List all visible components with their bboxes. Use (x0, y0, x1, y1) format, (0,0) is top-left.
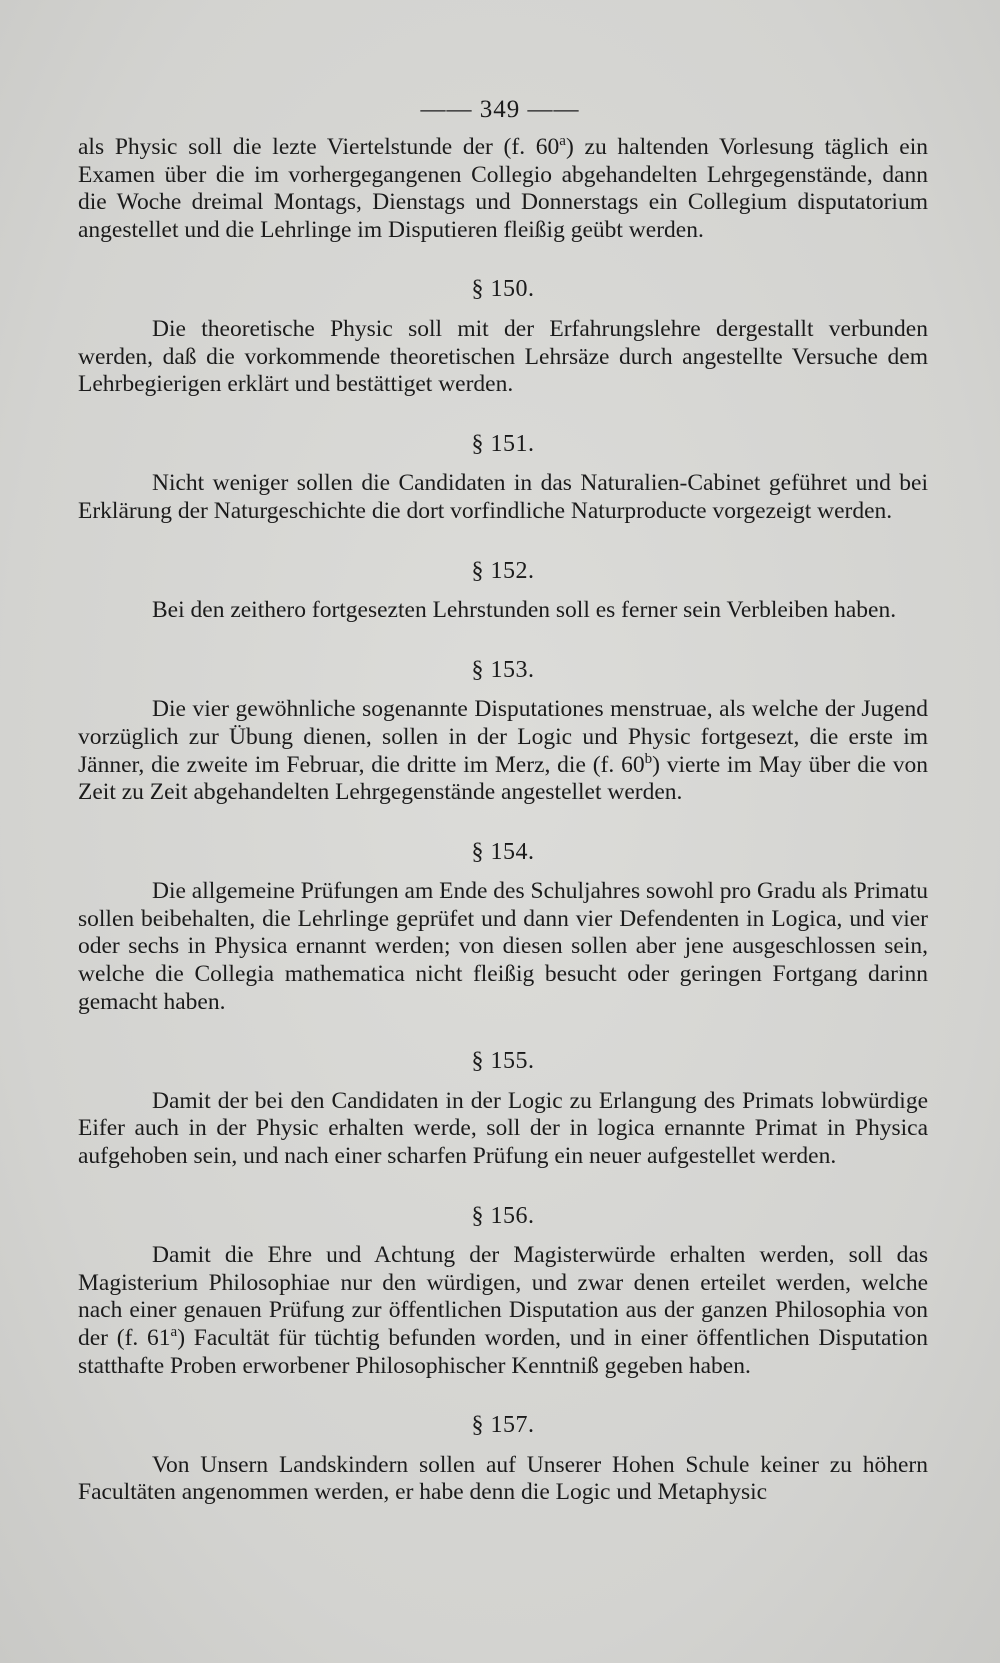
paragraph-152: Bei den zeithero fortgesezten Lehrstunden soll es ferner sein Verbleiben haben. (152, 597, 897, 624)
text-run: Damit die Ehre und Achtung der Magisterwürde erhalten werden, soll das Magisterium Philosophiae nur den würdigen, und zwar denen erteilet werden, welche nach einer genauen Prüfung zur öffentlichen Disputation aus der ganzen Philosophia von der (f. 61 (78, 1242, 928, 1351)
paragraph-154: Die allgemeine Prüfungen am Ende des Schuljahres sowohl pro Gradu als Primatu sollen beibehalten, die Lehrlinge geprüfet und dann vier Defendenten in Logica, und vier oder sechs in Physica ernannt werden; von diesen sollen aber jene ausgeschlossen sein, welche die Collegia mathematica nicht fleißig besucht oder geringen Fortgang darinn gemacht haben. (78, 878, 928, 1015)
folio-marker: a (559, 133, 566, 150)
paragraph-150: Die theoretische Physic soll mit der Erfahrungslehre dergestallt verbunden werden, daß die vorkommende theoretischen Lehrsäze durch angestellte Versuche dem Lehrbegierigen erklärt und bestättiget werden. (78, 315, 928, 398)
document-body (78, 134, 928, 1507)
text-run: Die vier gewöhnliche sogenannte Disputationes menstruae, als welche der Jugend vorzüglich zur Übung dienen, sollen in der Logic und Physic fortgesezt, die erste im Jänner, die zweite im Februar, die dritte im Merz, die (f. 60 (78, 696, 928, 778)
paragraph-157: Von Unsern Landskindern sollen auf Unserer Hohen Schule keiner zu höhern Facultäten angenommen werden, er habe denn die Logic und Metaphysic (78, 1451, 928, 1506)
paragraph-continuation (78, 134, 928, 244)
section-heading-157: § 157. (471, 1412, 535, 1439)
text-run: ) zu haltenden Vorlesung täglich ein Examen über die im vorhergegangenen Collegio abgehandelten Lehrgegenstände, dann die Woche dreimal Montags, Dienstags und Donnerstags ein Collegium disputatorium angestellet und die Lehrlinge im Disputieren fleißig geübt werden. (78, 134, 928, 243)
page-number-header: —— 349 —— (420, 96, 580, 123)
text-run: ) Facultät für tüchtig befunden worden, und in einer öffentlichen Disputation statthafte Proben erworbener Philosophischer Kenntniß gegeben haben. (78, 1325, 928, 1379)
paragraph-151: Nicht weniger sollen die Candidaten in das Naturalien-Cabinet geführet und bei Erklärung der Naturgeschichte die dort vorfindliche Naturproducte vorgezeigt werden. (78, 470, 928, 524)
paragraph-156 (78, 1242, 928, 1380)
section-heading-151: § 151. (471, 430, 535, 457)
folio-marker: b (644, 750, 653, 767)
section-heading-150: § 150. (471, 276, 535, 303)
folio-marker: a (170, 1324, 178, 1341)
section-heading-156: § 156. (471, 1202, 535, 1229)
section-heading-154: § 154. (471, 838, 535, 865)
paragraph-153 (78, 696, 928, 806)
section-heading-153: § 153. (471, 656, 535, 683)
text-run: ) vierte im May über die von Zeit zu Zeit abgehandelten Lehrgegenstände angestellet werden. (78, 751, 928, 806)
paragraph-155: Damit der bei den Candidaten in der Logic zu Erlangung des Primats lobwürdige Eifer auch in der Physic erhalten werde, soll der in logica ernannte Primat in Physica aufgehoben sein, und nach einer scharfen Prüfung ein neuer aufgestellet werden. (78, 1087, 928, 1170)
section-heading-152: § 152. (471, 557, 535, 584)
text-run: als Physic soll die lezte Viertelstunde der (f. 60 (78, 134, 560, 160)
section-heading-155: § 155. (471, 1048, 535, 1075)
